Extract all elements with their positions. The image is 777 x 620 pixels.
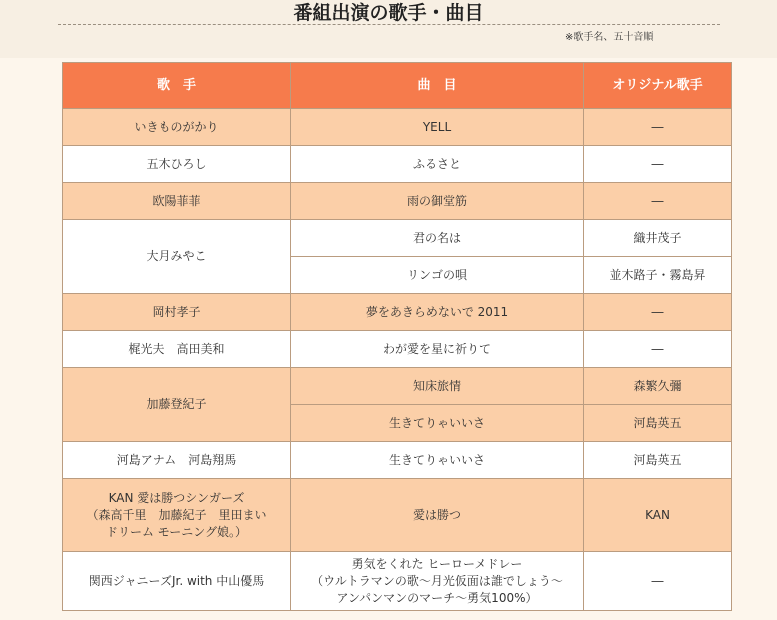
- song-cell: 君の名は: [291, 220, 584, 257]
- song-line: 勇気をくれた ヒーローメドレー: [351, 556, 523, 571]
- song-cell: 生きてりゃいいさ: [291, 442, 584, 479]
- original-singer-cell: ―: [584, 109, 732, 146]
- singer-cell: 加藤登紀子: [63, 368, 291, 442]
- sort-note: ※歌手名、五十音順: [565, 32, 654, 43]
- singer-cell: 関西ジャニーズJr. with 中山優馬: [63, 552, 291, 611]
- original-singer-cell: 並木路子・霧島昇: [584, 257, 732, 294]
- original-singer-cell: ―: [584, 331, 732, 368]
- original-singer-cell: KAN: [584, 479, 732, 552]
- performer-song-table: [62, 62, 732, 611]
- song-cell: 雨の御堂筋: [291, 183, 584, 220]
- original-singer-cell: ―: [584, 183, 732, 220]
- song-cell: わが愛を星に祈りて: [291, 331, 584, 368]
- singer-line: KAN 愛は勝つシンガーズ: [108, 490, 245, 505]
- song-cell: ふるさと: [291, 146, 584, 183]
- original-singer-cell: ―: [584, 146, 732, 183]
- table-row: [63, 442, 732, 479]
- table-row: [63, 479, 732, 552]
- original-singer-cell: 森繁久彌: [584, 368, 732, 405]
- singer-line: ドリーム モーニング娘。）: [105, 524, 248, 539]
- song-line: （ウルトラマンの歌～月光仮面は誰でしょう～: [311, 573, 563, 588]
- table-row: [63, 220, 732, 257]
- singer-cell: 河島アナム 河島翔馬: [63, 442, 291, 479]
- singer-cell: 梶光夫 高田美和: [63, 331, 291, 368]
- song-cell: 夢をあきらめないで 2011: [291, 294, 584, 331]
- song-cell: [291, 552, 584, 611]
- singer-cell: 欧陽菲菲: [63, 183, 291, 220]
- song-cell: 知床旅情: [291, 368, 584, 405]
- title-divider: [58, 24, 720, 25]
- song-cell: 愛は勝つ: [291, 479, 584, 552]
- song-cell: YELL: [291, 109, 584, 146]
- singer-line: （森高千里 加藤紀子 里田まい: [86, 507, 267, 522]
- table-row: [63, 331, 732, 368]
- singer-cell: [63, 479, 291, 552]
- song-cell: リンゴの唄: [291, 257, 584, 294]
- singer-cell: 岡村孝子: [63, 294, 291, 331]
- table-row: [63, 552, 732, 611]
- table-row: [63, 146, 732, 183]
- table-row: [63, 183, 732, 220]
- column-header-singer: 歌 手: [63, 63, 291, 109]
- song-cell: 生きてりゃいいさ: [291, 405, 584, 442]
- column-header-song: 曲 目: [291, 63, 584, 109]
- table-row: [63, 294, 732, 331]
- original-singer-cell: ―: [584, 294, 732, 331]
- original-singer-cell: 織井茂子: [584, 220, 732, 257]
- original-singer-cell: ―: [584, 552, 732, 611]
- column-header-original: オリジナル歌手: [584, 63, 732, 109]
- original-singer-cell: 河島英五: [584, 442, 732, 479]
- original-singer-cell: 河島英五: [584, 405, 732, 442]
- song-line: アンパンマンのマーチ～勇気100%）: [336, 590, 538, 605]
- singer-cell: 大月みやこ: [63, 220, 291, 294]
- singer-cell: 五木ひろし: [63, 146, 291, 183]
- page-title: 番組出演の歌手・曲目: [293, 2, 484, 24]
- table-row: [63, 368, 732, 405]
- singer-cell: いきものがかり: [63, 109, 291, 146]
- table-row: [63, 109, 732, 146]
- table-header-row: [63, 63, 732, 109]
